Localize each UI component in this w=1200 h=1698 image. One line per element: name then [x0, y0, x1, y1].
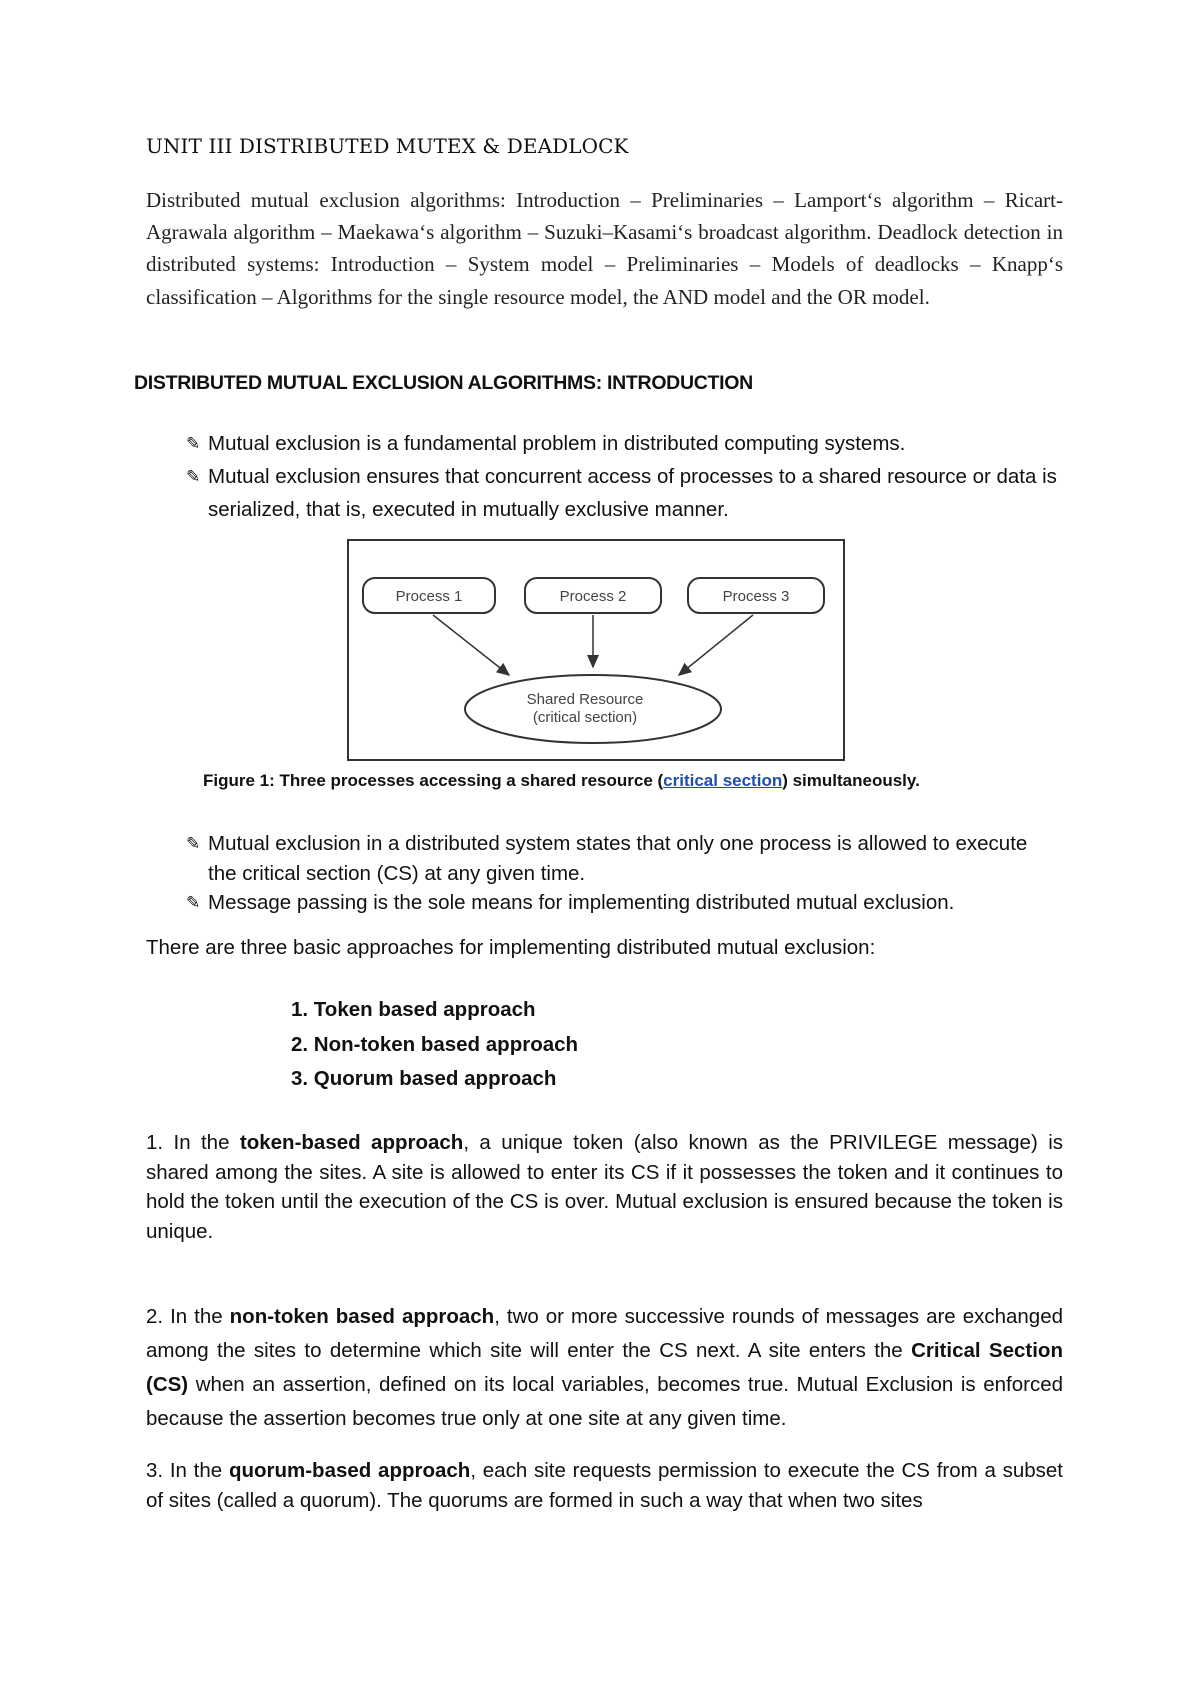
process-2-label: Process 2	[559, 588, 627, 605]
approach-item: 3. Quorum based approach	[291, 1067, 557, 1090]
quorum-based-term: quorum-based approach	[228, 1459, 471, 1482]
bullet-text: Mutual exclusion in a distributed system states that only one process is allowed to execute the critical section (CS) at any given time.	[208, 832, 1028, 885]
figure-caption	[203, 771, 1003, 791]
bullet-item	[186, 427, 1086, 460]
process-diagram-figure	[347, 539, 845, 761]
caption-text-end: ) simultaneously.	[782, 771, 920, 790]
bullet-pen-icon: ✎	[186, 434, 201, 453]
bullet-pen-icon: ✎	[186, 893, 201, 912]
bullet-text: Mutual exclusion is a fundamental problem in distributed computing systems.	[208, 432, 906, 455]
arrow-process-3	[679, 615, 753, 675]
approach-list	[291, 993, 578, 1097]
approach-item: 1. Token based approach	[291, 998, 536, 1021]
bullet-list-top	[186, 427, 1086, 526]
bullet-pen-icon: ✎	[186, 467, 201, 486]
approaches-intro: There are three basic approaches for implementing distributed mutual exclusion:	[146, 936, 876, 959]
section-heading: DISTRIBUTED MUTUAL EXCLUSION ALGORITHMS: INTRODUCTION	[134, 372, 753, 394]
approach-item: 2. Non-token based approach	[291, 1032, 579, 1056]
process-1-label: Process 1	[395, 588, 463, 605]
unit-title: UNIT III DISTRIBUTED MUTEX & DEADLOCK	[146, 134, 629, 158]
bullet-item	[186, 829, 1056, 888]
bullet-item	[186, 888, 1056, 918]
token-based-paragraph: 1. In the token-based approach, a unique token (also known as the PRIVILEGE message) is shared among the sites. A site is allowed to enter its CS if it possesses the token and it continues to hold the token until the execution of the CS is over. Mutual exclusion is ensured because the token is unique.	[146, 1131, 1063, 1243]
intro-paragraph: Distributed mutual exclusion algorithms: Introduction – Preliminaries – Lamport‘s algorithm – Ricart-Agrawala algorithm – Maekawa‘s algorithm – Suzuki–Kasami‘s broadcast algorithm. Deadlock detection in distributed systems: Introduction – System model – Preliminaries – Models of deadlocks – Knapp‘s classification – Algorithms for the single resource model, the AND model and the OR model.	[146, 188, 1063, 309]
bullet-list-bottom	[186, 829, 1056, 918]
critical-section-term: Critical Section (CS)	[146, 1339, 1063, 1396]
bullet-pen-icon: ✎	[186, 834, 201, 853]
shared-resource-label: Shared Resource	[526, 691, 644, 708]
non-token-based-term: non-token based approach	[229, 1305, 495, 1328]
critical-section-link[interactable]: critical section	[663, 771, 783, 790]
bullet-item	[186, 460, 1086, 526]
critical-section-label: (critical section)	[532, 709, 638, 726]
caption-text: Figure 1: Three processes accessing a shared resource (	[203, 771, 664, 790]
arrow-process-1	[433, 615, 509, 675]
quorum-based-paragraph: 3. In the quorum-based approach, each site requests permission to execute the CS from a subset of sites (called a quorum). The quorums are formed in such a way that when two sites	[146, 1459, 1063, 1512]
non-token-based-paragraph: 2. In the non-token based approach, two or more successive rounds of messages are exchanged among the sites to determine which site will enter the CS next. A site enters the Critical Section (CS) when an assertion, defined on its local variables, becomes true. Mutual Exclusion is enforced because the assertion becomes true only at one site at any given time.	[146, 1305, 1064, 1430]
bullet-text: Message passing is the sole means for implementing distributed mutual exclusion.	[208, 891, 955, 914]
process-diagram	[349, 541, 843, 759]
process-3-label: Process 3	[722, 588, 790, 605]
bullet-text: Mutual exclusion ensures that concurrent access of processes to a shared resource or data is serialized, that is, executed in mutually exclusive manner.	[208, 465, 1057, 521]
token-based-term: token-based approach	[239, 1131, 464, 1154]
